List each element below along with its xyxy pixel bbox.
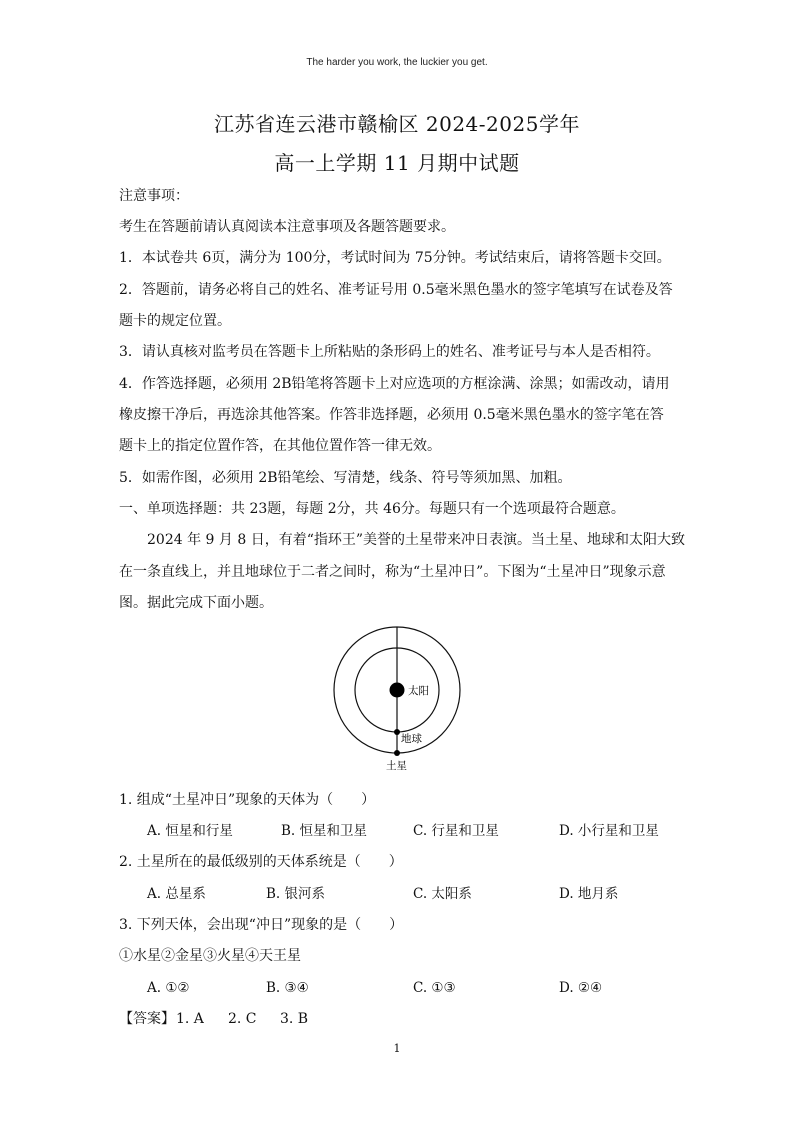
saturn-icon [394,750,400,756]
saturn-label: 土星 [386,760,407,772]
passage-line-1: 2024 年 9 月 8 日，有着“指环王”美誉的土星带来冲日表演。当土星、地球和太阳大致 [147,532,686,548]
question-3-stem: 3. 下列天体，会出现“冲日”现象的是（ ） [119,917,404,933]
q2-option-c[interactable]: C. 太阳系 [413,886,472,902]
notice-item-5: 5．如需作图，必须用 2B铅笔绘、写清楚，线条、符号等须加黑、加粗。 [119,470,572,486]
earth-icon [394,729,400,735]
answer-label: 【答案】 [119,1011,175,1027]
passage-line-3: 图。据此完成下面小题。 [119,595,273,611]
notice-intro: 考生在答题前请认真阅读本注意事项及各题答题要求。 [119,219,455,235]
q1-option-a[interactable]: A. 恒星和行星 [147,823,233,839]
passage-line-2: 在一条直线上，并且地球位于二者之间时，称为“土星冲日”。下图为“土星冲日”现象示意 [119,564,666,580]
notice-item-4-cont1: 橡皮擦干净后，再选涂其他答案。作答非选择题，必须用 0.5毫米黑色墨水的签字笔在答 [119,407,664,423]
q3-option-c[interactable]: C. ①③ [413,980,456,996]
question-2-stem: 2. 土星所在的最低级别的天体系统是（ ） [119,854,403,870]
q3-option-d[interactable]: D. ②④ [559,980,603,996]
q1-option-c[interactable]: C. 行星和卫星 [413,823,499,839]
q1-option-b[interactable]: B. 恒星和卫星 [281,823,368,839]
page-number: 1 [393,1042,401,1055]
notice-item-1: 1．本试卷共 6页，满分为 100分，考试时间为 75分钟。考试结束后，请将答题卡交回。 [119,250,671,266]
exam-title-line1: 江苏省连云港市赣榆区 2024-2025学年 [214,112,580,136]
answer-3: 3. B [280,1011,309,1027]
exam-title-line2: 高一上学期 11 月期中试题 [274,151,520,175]
q3-option-b[interactable]: B. ③④ [266,980,309,996]
page-header-motto: The harder you work, the luckier you get. [306,57,488,68]
q3-option-a[interactable]: A. ①② [147,980,190,996]
notice-item-4-cont2: 题卡上的指定位置作答，在其他位置作答一律无效。 [119,438,441,454]
notice-item-4: 4．作答选择题，必须用 2B铅笔将答题卡上对应选项的方框涂满、涂黑；如需改动，请用 [119,376,670,392]
q2-option-b[interactable]: B. 银河系 [266,886,326,902]
q1-option-d[interactable]: D. 小行星和卫星 [559,823,659,839]
section-heading: 一、单项选择题：共 23题，每题 2分，共 46分。每题只有一个选项最符合题意。 [119,501,625,517]
saturn-opposition-diagram [325,625,470,775]
answer-2: 2. C [228,1011,257,1027]
answer-1: 1. A [176,1011,204,1027]
notice-heading: 注意事项： [119,188,189,204]
notice-item-2: 2．答题前，请务必将自己的姓名、准考证号用 0.5毫米黑色墨水的签字笔填写在试卷及答 [119,282,673,298]
notice-item-2-cont: 题卡的规定位置。 [119,313,231,329]
sun-icon [390,683,405,698]
question-3-choices: ①水星②金星③火星④天王星 [119,948,301,964]
sun-label: 太阳 [408,685,429,697]
q2-option-d[interactable]: D. 地月系 [559,886,619,902]
q2-option-a[interactable]: A. 总星系 [147,886,206,902]
question-1-stem: 1. 组成“土星冲日”现象的天体为（ ） [119,792,376,808]
notice-item-3: 3．请认真核对监考员在答题卡上所粘贴的条形码上的姓名、准考证号与本人是否相符。 [119,344,660,360]
earth-label: 地球 [401,733,422,745]
